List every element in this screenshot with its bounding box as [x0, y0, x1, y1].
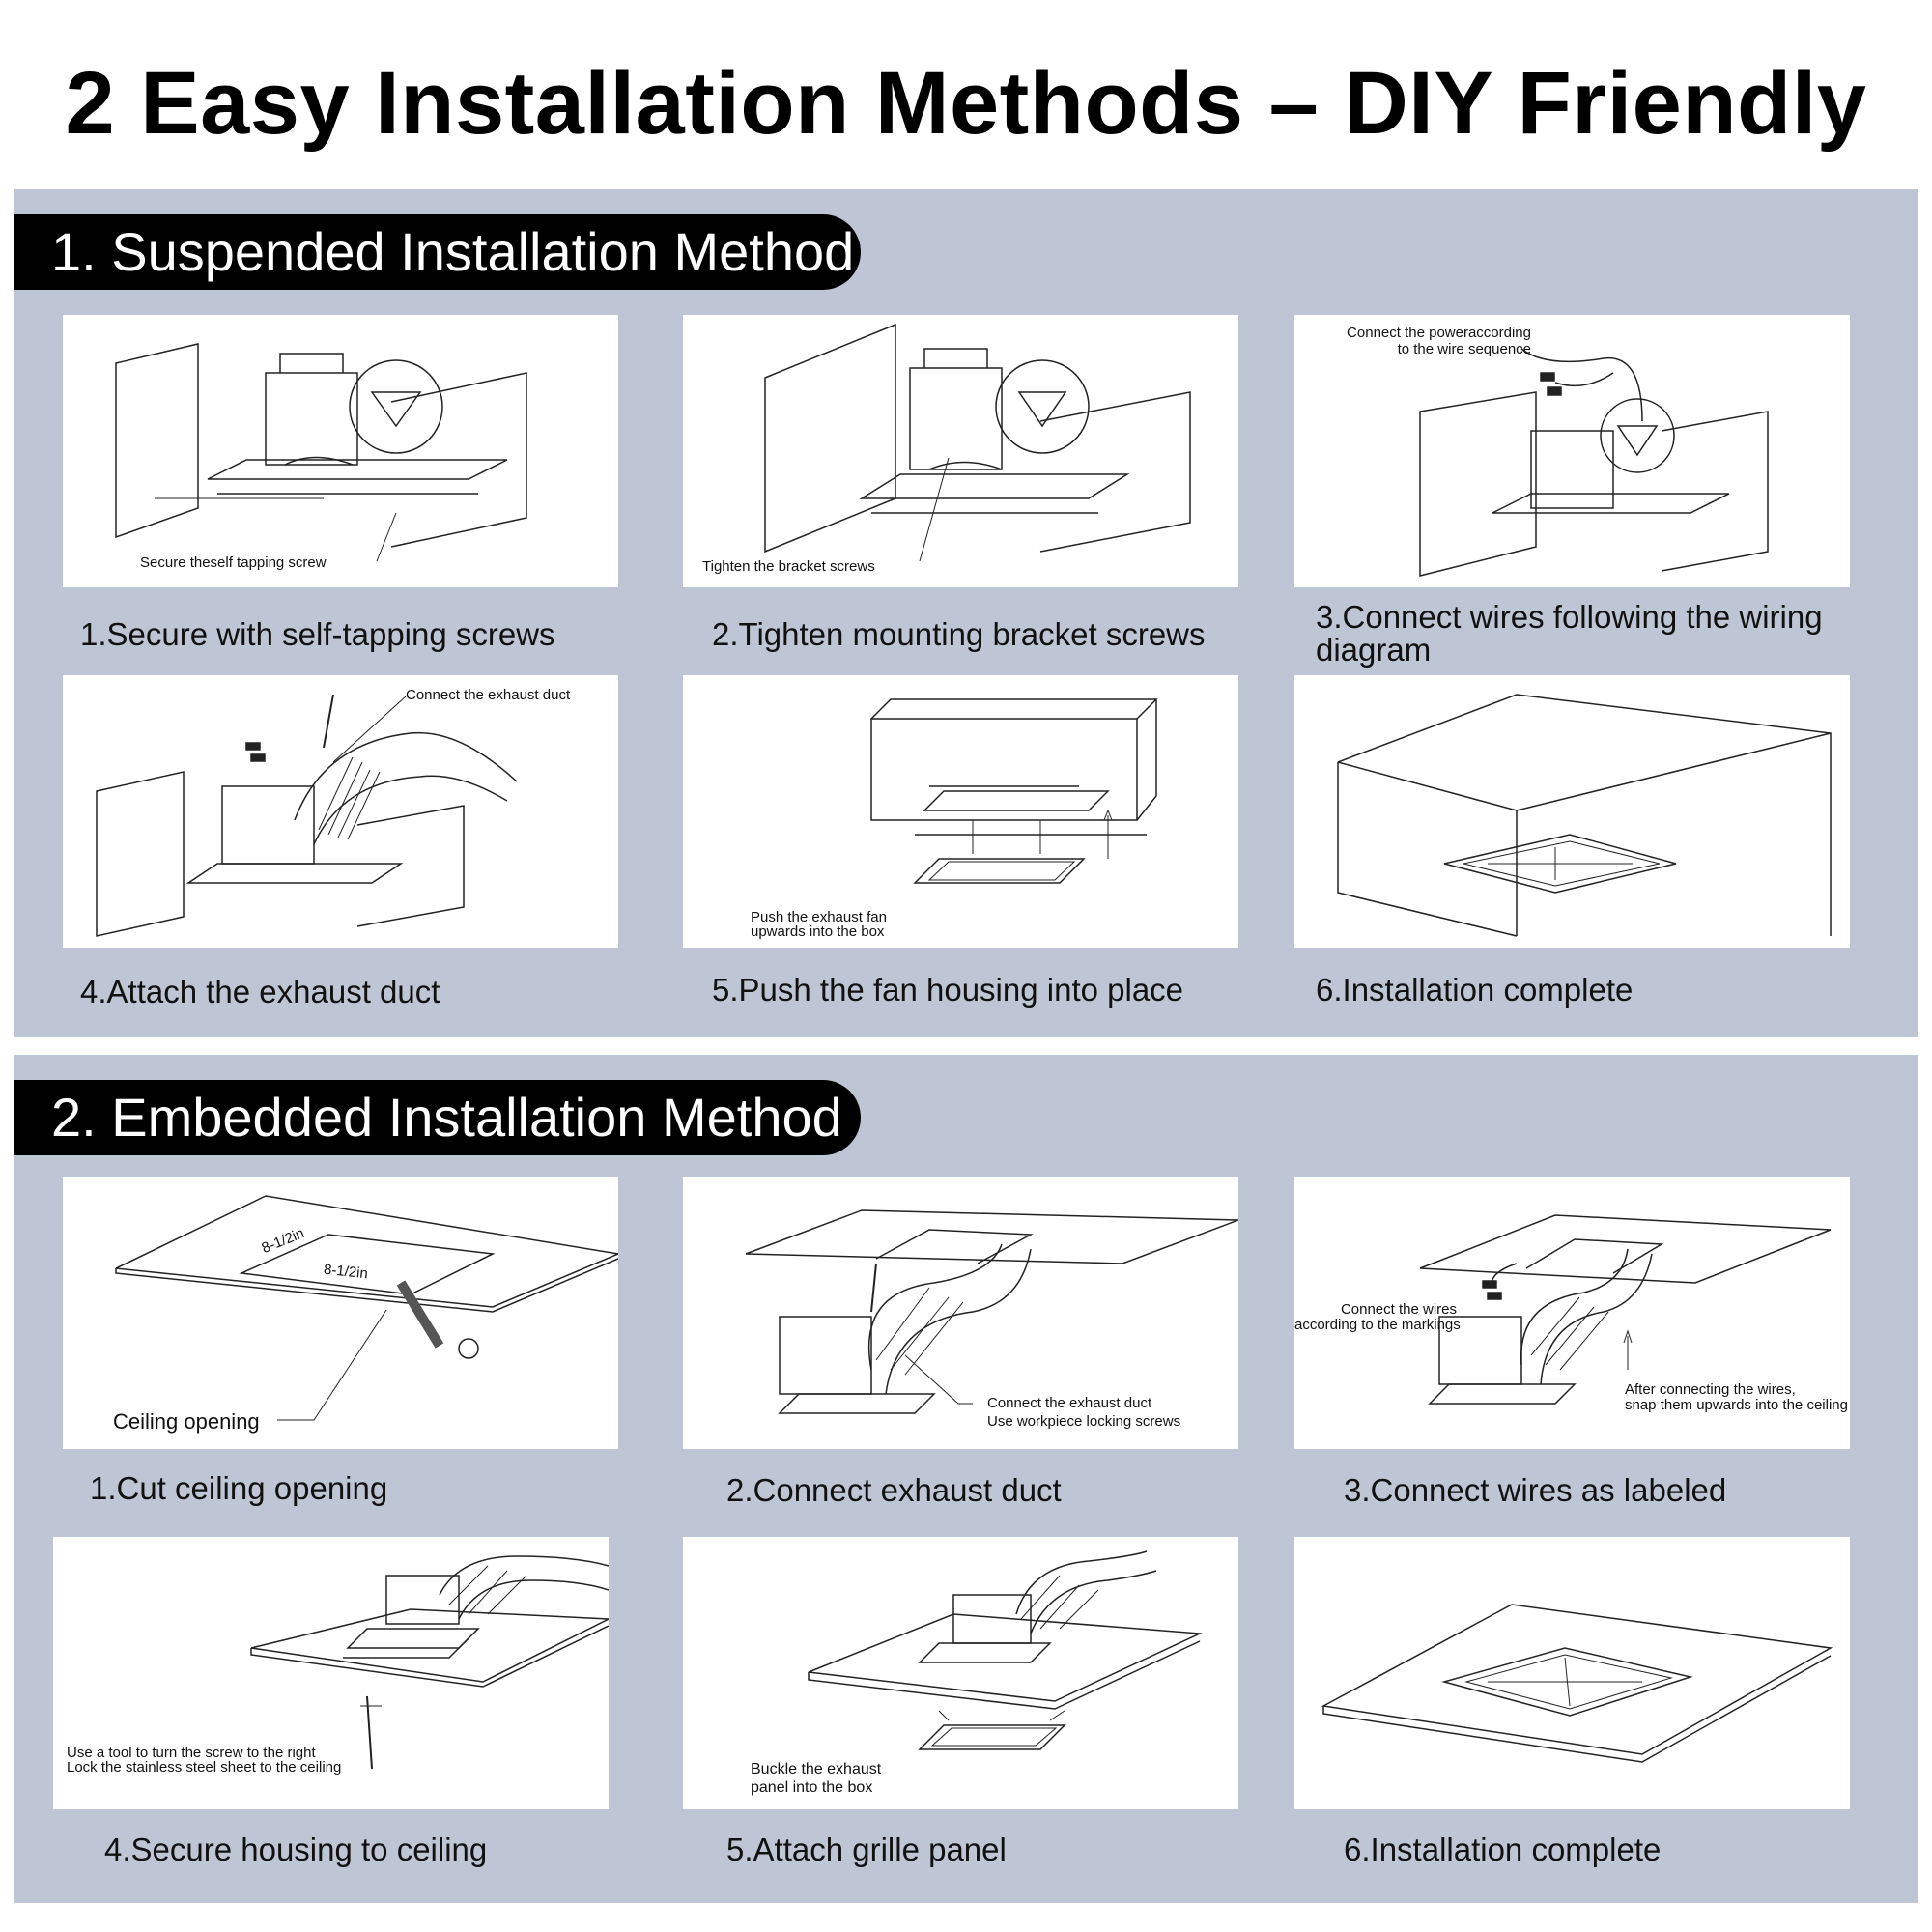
step-caption: 5.Attach grille panel	[726, 1832, 1007, 1867]
callout-note: Tighten the bracket screws	[702, 558, 875, 575]
callout-note: Push the exhaust fan	[751, 909, 887, 925]
step-illustration-embedded-1	[63, 1177, 618, 1449]
step-illustration-suspended-5	[683, 675, 1238, 948]
step-caption: 4.Secure housing to ceiling	[104, 1832, 488, 1867]
page-title: 2 Easy Installation Methods – DIY Friendly	[65, 54, 1867, 153]
callout-note: Buckle the exhaust	[751, 1761, 882, 1777]
callout-note: Connect the poweraccording	[1347, 325, 1531, 341]
step-illustration-embedded-2	[683, 1177, 1238, 1449]
callout-note: Ceiling opening	[113, 1409, 260, 1434]
callout-note: to the wire sequence	[1397, 341, 1531, 357]
step-caption: 2.Tighten mounting bracket screws	[712, 616, 1206, 652]
callout-note: snap them upwards into the ceiling	[1625, 1397, 1848, 1413]
step-caption: 4.Attach the exhaust duct	[80, 974, 440, 1009]
callout-note: upwards into the box	[751, 923, 885, 940]
section-header-suspended: 1. Suspended Installation Method	[14, 214, 861, 290]
step-illustration-suspended-6	[1294, 675, 1850, 948]
step-illustration-embedded-4	[53, 1537, 609, 1809]
callout-note: After connecting the wires,	[1625, 1381, 1796, 1398]
step-caption: 2.Connect exhaust duct	[726, 1472, 1062, 1508]
step-illustration-suspended-4	[63, 675, 618, 948]
step-illustration-embedded-3	[1294, 1177, 1850, 1449]
step-illustration-embedded-6	[1294, 1537, 1850, 1809]
step-caption: 5.Push the fan housing into place	[712, 972, 1184, 1008]
suspended-method-section	[14, 189, 1918, 1037]
section-header-embedded: 2. Embedded Installation Method	[14, 1080, 861, 1155]
callout-note: Use workpiece locking screws	[987, 1413, 1181, 1430]
step-illustration-suspended-1	[63, 315, 618, 587]
dimension-label: 8-1/2in	[323, 1261, 369, 1283]
callout-note: panel into the box	[751, 1779, 873, 1796]
callout-note: Connect the exhaust duct	[406, 687, 571, 703]
embedded-method-section	[14, 1055, 1918, 1903]
callout-note: Connect the exhaust duct	[987, 1395, 1152, 1411]
callout-note: Use a tool to turn the screw to the right	[67, 1745, 316, 1761]
callout-note: Lock the stainless steel sheet to the ceiling	[67, 1759, 342, 1776]
step-illustration-embedded-5	[683, 1537, 1238, 1809]
step-caption: 3.Connect wires following the wiring diagram	[1316, 599, 1823, 668]
step-caption: 6.Installation complete	[1316, 972, 1634, 1008]
step-illustration-suspended-2	[683, 315, 1238, 587]
step-caption: 1.Secure with self-tapping screws	[80, 616, 555, 652]
callout-note: Connect the wires	[1340, 1301, 1457, 1318]
step-caption: 6.Installation complete	[1344, 1832, 1662, 1867]
step-caption: 3.Connect wires as labeled	[1344, 1472, 1727, 1508]
callout-note: Secure theself tapping screw	[140, 554, 327, 571]
step-caption: 1.Cut ceiling opening	[90, 1470, 388, 1506]
step-illustration-suspended-3	[1294, 315, 1850, 587]
dimension-label: 8-1/2in	[259, 1225, 307, 1257]
callout-note: according to the markings	[1294, 1317, 1461, 1333]
